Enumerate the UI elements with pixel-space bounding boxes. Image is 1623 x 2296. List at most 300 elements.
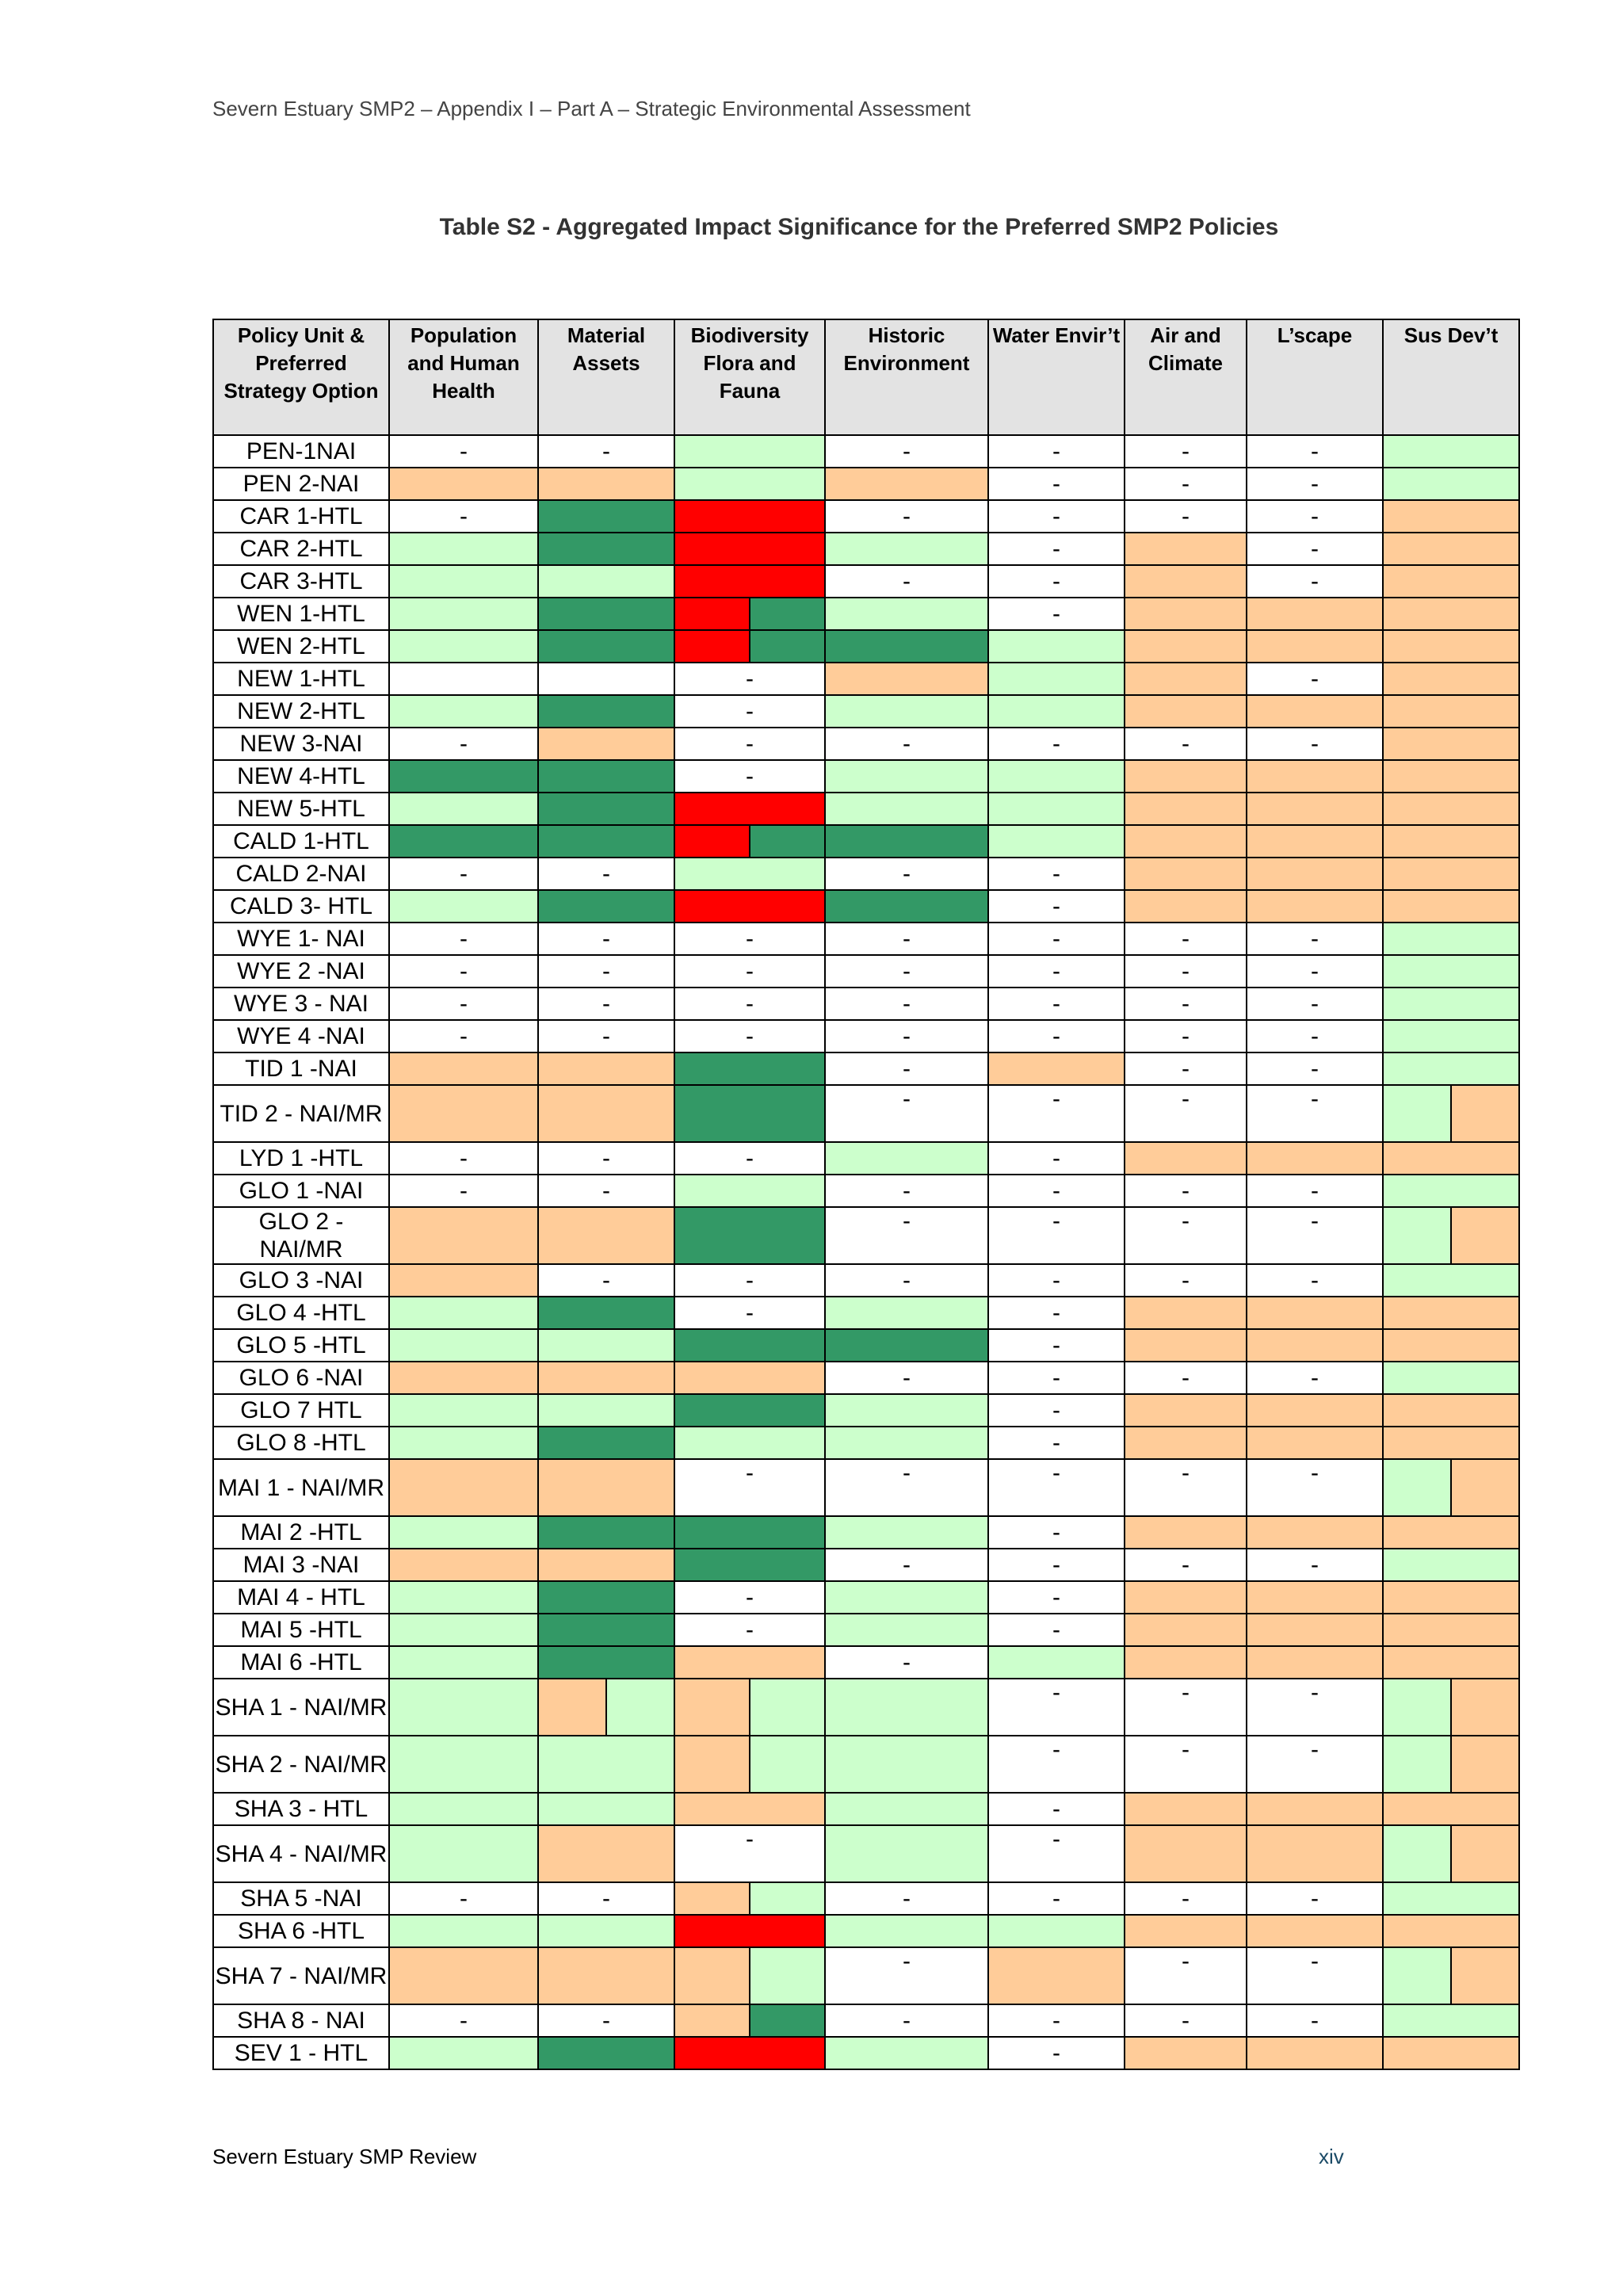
impact-swatch [1384, 1460, 1450, 1515]
impact-cell [1247, 1679, 1383, 1736]
impact-swatch [539, 1679, 605, 1735]
impact-cell [825, 1264, 988, 1297]
impact-cell [389, 760, 538, 793]
table-row [213, 728, 1519, 760]
no-impact-dash: - [1052, 1460, 1060, 1486]
impact-cell [1383, 500, 1519, 533]
impact-cell [1125, 533, 1247, 565]
no-impact-dash: - [1182, 437, 1190, 464]
impact-swatch [1450, 1208, 1518, 1263]
impact-cell [1125, 1581, 1247, 1614]
table-row [213, 1264, 1519, 1297]
impact-cell [674, 598, 825, 630]
impact-cell [825, 630, 988, 663]
table-row [213, 1614, 1519, 1646]
impact-cell [1383, 435, 1519, 468]
impact-cell [1247, 663, 1383, 695]
impact-cell [1247, 793, 1383, 825]
impact-cell [1125, 890, 1247, 923]
impact-cell [1247, 988, 1383, 1020]
no-impact-dash: - [1052, 957, 1060, 984]
col-header-water: Water Envir’t [988, 319, 1125, 435]
impact-cell [1125, 598, 1247, 630]
impact-cell [1383, 1297, 1519, 1329]
impact-cell [1125, 728, 1247, 760]
impact-cell [1383, 468, 1519, 500]
impact-cell [1247, 1459, 1383, 1516]
split-impact [675, 598, 824, 629]
split-impact [675, 1948, 824, 2004]
impact-cell [1247, 1947, 1383, 2004]
split-impact [1384, 1460, 1518, 1515]
no-impact-dash: - [460, 1022, 468, 1049]
impact-cell [1247, 2004, 1383, 2037]
impact-cell [825, 1052, 988, 1085]
policy-unit-label: SHA 2 - NAI/MR [213, 1736, 389, 1793]
impact-cell [988, 1085, 1125, 1142]
impact-cell [988, 1142, 1125, 1175]
impact-cell [825, 1549, 988, 1581]
table-caption: Table S2 - Aggregated Impact Significance for the Preferred SMP2 Policies [439, 214, 1279, 240]
impact-cell [674, 1947, 825, 2004]
policy-unit-label: SHA 8 - NAI [213, 2004, 389, 2037]
impact-swatch [675, 1736, 749, 1792]
impact-cell [1247, 760, 1383, 793]
impact-cell [538, 1679, 674, 1736]
impact-cell [538, 1207, 674, 1264]
impact-cell [674, 2037, 825, 2069]
split-impact [675, 1736, 824, 1792]
no-impact-dash: - [1182, 1208, 1190, 1234]
impact-cell [1125, 1736, 1247, 1793]
impact-cell [1125, 2037, 1247, 2069]
impact-cell [1383, 1581, 1519, 1614]
no-impact-dash: - [746, 990, 754, 1017]
no-impact-dash: - [903, 1648, 911, 1675]
policy-unit-label: SHA 1 - NAI/MR [213, 1679, 389, 1736]
impact-cell [389, 630, 538, 663]
no-impact-dash: - [1052, 1266, 1060, 1293]
impact-cell [1125, 468, 1247, 500]
table-row [213, 1394, 1519, 1427]
policy-unit-label: MAI 2 -HTL [213, 1516, 389, 1549]
no-impact-dash: - [602, 925, 610, 952]
impact-swatch [1450, 1826, 1518, 1881]
impact-cell [988, 1175, 1125, 1207]
impact-cell [538, 435, 674, 468]
impact-cell [538, 565, 674, 598]
impact-cell [538, 1085, 674, 1142]
impact-swatch [1450, 1948, 1518, 2004]
no-impact-dash: - [903, 567, 911, 594]
impact-cell [1125, 1020, 1247, 1052]
no-impact-dash: - [460, 1144, 468, 1171]
impact-cell [1383, 1614, 1519, 1646]
impact-cell [825, 533, 988, 565]
impact-cell [1247, 695, 1383, 728]
no-impact-dash: - [1182, 1736, 1190, 1763]
impact-cell [389, 955, 538, 988]
no-impact-dash: - [460, 437, 468, 464]
impact-cell [1247, 1915, 1383, 1947]
impact-cell [538, 1329, 674, 1362]
no-impact-dash: - [460, 925, 468, 952]
no-impact-dash: - [1052, 730, 1060, 757]
no-impact-dash: - [1052, 1584, 1060, 1610]
impact-cell [988, 1825, 1125, 1882]
impact-cell [988, 1264, 1125, 1297]
impact-cell [538, 923, 674, 955]
impact-cell [1247, 2037, 1383, 2069]
impact-cell [1383, 1459, 1519, 1516]
impact-cell [1125, 565, 1247, 598]
impact-cell [1125, 1646, 1247, 1679]
impact-cell [1247, 923, 1383, 955]
impact-cell [1125, 500, 1247, 533]
no-impact-dash: - [1052, 1616, 1060, 1643]
impact-cell [825, 760, 988, 793]
impact-cell [538, 1394, 674, 1427]
col-header-historic: Historic Environment [825, 319, 988, 435]
no-impact-dash: - [1052, 1551, 1060, 1578]
impact-cell [988, 1362, 1125, 1394]
table-row [213, 1329, 1519, 1362]
split-impact [675, 631, 824, 662]
table-row [213, 890, 1519, 923]
impact-cell [825, 1142, 988, 1175]
no-impact-dash: - [1052, 2039, 1060, 2066]
no-impact-dash: - [746, 697, 754, 724]
no-impact-dash: - [903, 1022, 911, 1049]
no-impact-dash: - [1182, 1948, 1190, 1974]
no-impact-dash: - [1311, 1736, 1319, 1763]
impact-cell [988, 1646, 1125, 1679]
impact-cell [1383, 1947, 1519, 2004]
impact-cell [825, 728, 988, 760]
no-impact-dash: - [1182, 1266, 1190, 1293]
running-header: Severn Estuary SMP2 – Appendix I – Part A – Strategic Environmental Assessment [212, 97, 971, 120]
no-impact-dash: - [746, 925, 754, 952]
no-impact-dash: - [1182, 1551, 1190, 1578]
impact-cell [674, 1825, 825, 1882]
impact-cell [538, 2037, 674, 2069]
impact-cell [1247, 1549, 1383, 1581]
impact-cell [1383, 1736, 1519, 1793]
policy-unit-label: TID 2 - NAI/MR [213, 1085, 389, 1142]
impact-cell [674, 2004, 825, 2037]
policy-unit-label: GLO 3 -NAI [213, 1264, 389, 1297]
no-impact-dash: - [746, 1299, 754, 1326]
split-impact [1384, 1086, 1518, 1141]
no-impact-dash: - [1311, 730, 1319, 757]
no-impact-dash: - [1052, 1679, 1060, 1706]
impact-cell [1125, 1207, 1247, 1264]
table-row [213, 663, 1519, 695]
impact-cell [1383, 663, 1519, 695]
impact-cell [674, 1427, 825, 1459]
impact-cell [1247, 533, 1383, 565]
impact-cell [674, 565, 825, 598]
impact-cell [389, 1264, 538, 1297]
table-header-row [213, 319, 1519, 435]
impact-cell [389, 858, 538, 890]
impact-cell [674, 825, 825, 858]
impact-cell [538, 1581, 674, 1614]
table-row [213, 1427, 1519, 1459]
no-impact-dash: - [746, 1584, 754, 1610]
no-impact-dash: - [903, 1086, 911, 1112]
impact-cell [825, 1793, 988, 1825]
impact-cell [1247, 1614, 1383, 1646]
impact-cell [538, 760, 674, 793]
policy-unit-label: GLO 1 -NAI [213, 1175, 389, 1207]
impact-cell [825, 793, 988, 825]
no-impact-dash: - [1311, 1086, 1319, 1112]
impact-cell [988, 1882, 1125, 1915]
impact-cell [1383, 1020, 1519, 1052]
impact-cell [538, 1825, 674, 1882]
impact-cell [988, 858, 1125, 890]
impact-cell [1247, 1052, 1383, 1085]
impact-cell [988, 988, 1125, 1020]
impact-cell [988, 1736, 1125, 1793]
no-impact-dash: - [746, 665, 754, 692]
policy-unit-label: MAI 6 -HTL [213, 1646, 389, 1679]
impact-cell [674, 1085, 825, 1142]
impact-cell [988, 1297, 1125, 1329]
impact-cell [389, 468, 538, 500]
impact-cell [538, 1793, 674, 1825]
no-impact-dash: - [746, 1826, 754, 1852]
impact-cell [674, 1459, 825, 1516]
impact-swatch [675, 2005, 749, 2036]
no-impact-dash: - [1182, 1679, 1190, 1706]
impact-cell [1247, 1736, 1383, 1793]
impact-cell [389, 1020, 538, 1052]
impact-cell [538, 2004, 674, 2037]
impact-cell [825, 923, 988, 955]
table-row [213, 1175, 1519, 1207]
table-row [213, 1646, 1519, 1679]
no-impact-dash: - [903, 2007, 911, 2034]
table-body [213, 435, 1519, 2069]
policy-unit-label: GLO 4 -HTL [213, 1297, 389, 1329]
impact-cell [988, 1614, 1125, 1646]
impact-cell [988, 630, 1125, 663]
impact-cell [988, 760, 1125, 793]
impact-swatch [749, 2005, 824, 2036]
impact-cell [1125, 435, 1247, 468]
impact-swatch [749, 1736, 824, 1792]
no-impact-dash: - [1182, 730, 1190, 757]
col-header-landscape: L’scape [1247, 319, 1383, 435]
impact-cell [988, 728, 1125, 760]
policy-unit-label: SHA 7 - NAI/MR [213, 1947, 389, 2004]
no-impact-dash: - [1182, 1177, 1190, 1204]
impact-swatch [1384, 1948, 1450, 2004]
impact-cell [988, 435, 1125, 468]
split-impact [1384, 1826, 1518, 1881]
no-impact-dash: - [602, 860, 610, 887]
no-impact-dash: - [1052, 1022, 1060, 1049]
impact-cell [988, 1459, 1125, 1516]
no-impact-dash: - [1182, 470, 1190, 497]
impact-cell [538, 1459, 674, 1516]
impact-cell [538, 630, 674, 663]
no-impact-dash: - [1311, 535, 1319, 562]
no-impact-dash: - [1311, 470, 1319, 497]
no-impact-dash: - [746, 1460, 754, 1486]
table-row [213, 988, 1519, 1020]
policy-unit-label: CAR 3-HTL [213, 565, 389, 598]
no-impact-dash: - [903, 1885, 911, 1912]
table-row [213, 1085, 1519, 1142]
impact-cell [1125, 1882, 1247, 1915]
impact-cell [389, 1736, 538, 1793]
impact-cell [1247, 1516, 1383, 1549]
impact-cell [389, 1947, 538, 2004]
impact-cell [988, 2037, 1125, 2069]
impact-cell [389, 1793, 538, 1825]
impact-cell [674, 890, 825, 923]
impact-cell [538, 858, 674, 890]
no-impact-dash: - [1311, 925, 1319, 952]
impact-cell [1125, 1362, 1247, 1394]
split-impact [1384, 1736, 1518, 1792]
impact-cell [1125, 1142, 1247, 1175]
no-impact-dash: - [1052, 1299, 1060, 1326]
impact-cell [1247, 500, 1383, 533]
impact-swatch [749, 1679, 824, 1735]
col-header-biodiversity: Biodiversity Flora and Fauna [674, 319, 825, 435]
impact-cell [1383, 728, 1519, 760]
impact-cell [1125, 1175, 1247, 1207]
impact-cell [674, 500, 825, 533]
table-row [213, 858, 1519, 890]
no-impact-dash: - [1052, 1364, 1060, 1391]
no-impact-dash: - [460, 957, 468, 984]
impact-cell [988, 1427, 1125, 1459]
no-impact-dash: - [602, 957, 610, 984]
impact-cell [674, 533, 825, 565]
impact-cell [389, 533, 538, 565]
policy-unit-label: SHA 5 -NAI [213, 1882, 389, 1915]
policy-unit-label: GLO 7 HTL [213, 1394, 389, 1427]
impact-swatch [675, 826, 749, 857]
impact-cell [674, 630, 825, 663]
impact-cell [1125, 923, 1247, 955]
split-impact [1384, 1948, 1518, 2004]
impact-cell [389, 1427, 538, 1459]
policy-unit-label: PEN 2-NAI [213, 468, 389, 500]
table-row [213, 1459, 1519, 1516]
policy-unit-label: GLO 6 -NAI [213, 1362, 389, 1394]
impact-cell [1383, 565, 1519, 598]
impact-cell [389, 1297, 538, 1329]
impact-cell [389, 598, 538, 630]
impact-cell [1247, 1394, 1383, 1427]
split-impact [1384, 1208, 1518, 1263]
no-impact-dash: - [1052, 1795, 1060, 1822]
impact-swatch [675, 1948, 749, 2004]
policy-unit-label: NEW 3-NAI [213, 728, 389, 760]
impact-cell [1125, 695, 1247, 728]
impact-cell [825, 890, 988, 923]
impact-cell [538, 1020, 674, 1052]
impact-cell [538, 1549, 674, 1581]
no-impact-dash: - [903, 502, 911, 529]
impact-cell [538, 1362, 674, 1394]
policy-unit-label: MAI 5 -HTL [213, 1614, 389, 1646]
col-header-material-assets: Material Assets [538, 319, 674, 435]
policy-unit-label: SHA 4 - NAI/MR [213, 1825, 389, 1882]
impact-cell [538, 1427, 674, 1459]
impact-cell [1383, 1427, 1519, 1459]
impact-cell [389, 1142, 538, 1175]
impact-cell [674, 1736, 825, 1793]
impact-cell [538, 1915, 674, 1947]
table-row [213, 1297, 1519, 1329]
impact-cell [538, 663, 674, 695]
impact-cell [988, 1947, 1125, 2004]
impact-cell [1125, 1549, 1247, 1581]
table-row [213, 1207, 1519, 1264]
impact-cell [1125, 1679, 1247, 1736]
impact-cell [538, 1516, 674, 1549]
table-row [213, 923, 1519, 955]
impact-cell [1247, 468, 1383, 500]
impact-cell [825, 695, 988, 728]
no-impact-dash: - [1052, 1429, 1060, 1456]
impact-cell [988, 1207, 1125, 1264]
impact-cell [1247, 1329, 1383, 1362]
no-impact-dash: - [1052, 1331, 1060, 1358]
impact-cell [1383, 1264, 1519, 1297]
policy-unit-label: WEN 1-HTL [213, 598, 389, 630]
no-impact-dash: - [1052, 1208, 1060, 1234]
no-impact-dash: - [602, 2007, 610, 2034]
impact-cell [389, 1085, 538, 1142]
impact-swatch [749, 826, 824, 857]
impact-cell [1383, 1085, 1519, 1142]
no-impact-dash: - [1311, 1948, 1319, 1974]
impact-cell [1247, 1142, 1383, 1175]
policy-unit-label: NEW 2-HTL [213, 695, 389, 728]
impact-cell [389, 923, 538, 955]
no-impact-dash: - [1182, 502, 1190, 529]
no-impact-dash: - [1311, 1055, 1319, 1082]
policy-unit-label: WEN 2-HTL [213, 630, 389, 663]
table-row [213, 468, 1519, 500]
policy-unit-label: GLO 2 - NAI/MR [213, 1207, 389, 1264]
impact-cell [1125, 760, 1247, 793]
impact-cell [1383, 533, 1519, 565]
no-impact-dash: - [460, 730, 468, 757]
impact-cell [1383, 1882, 1519, 1915]
impact-cell [1383, 1915, 1519, 1947]
impact-swatch [1450, 1736, 1518, 1792]
impact-cell [389, 2037, 538, 2069]
impact-cell [1247, 630, 1383, 663]
impact-cell [389, 988, 538, 1020]
policy-unit-label: CALD 1-HTL [213, 825, 389, 858]
no-impact-dash: - [903, 1266, 911, 1293]
impact-cell [1383, 890, 1519, 923]
impact-cell [825, 1825, 988, 1882]
impact-cell [538, 1646, 674, 1679]
table-row [213, 1516, 1519, 1549]
no-impact-dash: - [602, 990, 610, 1017]
